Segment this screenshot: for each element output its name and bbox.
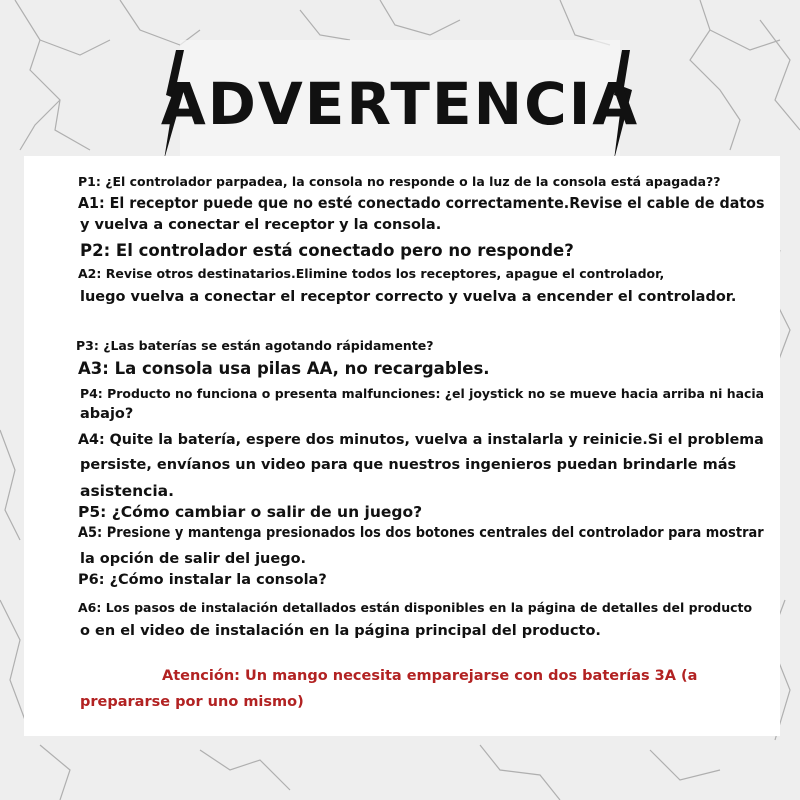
faq-line: A5: Presione y mantenga presionados los dos botones centrales del controlador para mostrar [78,525,764,541]
attention-note: Atención: Un mango necesita emparejarse con dos baterías 3A (a [162,668,698,684]
faq-line: la opción de salir del juego. [80,551,307,567]
faq-line: P4: Producto no funciona o presenta malfunciones: ¿el joystick no se mueve hacia arriba ni hacia [80,386,765,401]
faq-line: A1: El receptor puede que no esté conectado correctamente.Revise el cable de datos [78,194,765,212]
faq-line: P2: El controlador está conectado pero no responde? [80,241,574,260]
page-title: ADVERTENCIA [160,70,640,138]
faq-line: asistencia. [80,482,175,500]
faq-line: abajo? [80,406,134,422]
attention-note: prepararse por uno mismo) [80,694,304,710]
faq-line: P6: ¿Cómo instalar la consola? [78,572,327,588]
faq-line: luego vuelva a conectar el receptor correcto y vuelva a encender el controlador. [80,289,737,305]
faq-line: persiste, envíanos un video para que nuestros ingenieros puedan brindarle más [80,457,737,473]
faq-card [24,156,780,736]
faq-line: A2: Revise otros destinatarios.Elimine todos los receptores, apague el controlador, [78,266,665,281]
faq-line: A6: Los pasos de instalación detallados están disponibles en la página de detalles del producto [78,600,753,615]
faq-line: P5: ¿Cómo cambiar o salir de un juego? [78,503,423,521]
faq-line: o en el video de instalación en la página principal del producto. [80,623,601,639]
faq-line: P3: ¿Las baterías se están agotando rápidamente? [76,338,434,353]
faq-line: A4: Quite la batería, espere dos minutos, vuelva a instalarla y reinicie.Si el problema [78,432,764,448]
faq-line: A3: La consola usa pilas AA, no recargables. [78,359,490,378]
faq-line: P1: ¿El controlador parpadea, la consola no responde o la luz de la consola está apagada?? [78,174,721,189]
faq-line: y vuelva a conectar el receptor y la consola. [80,217,442,233]
